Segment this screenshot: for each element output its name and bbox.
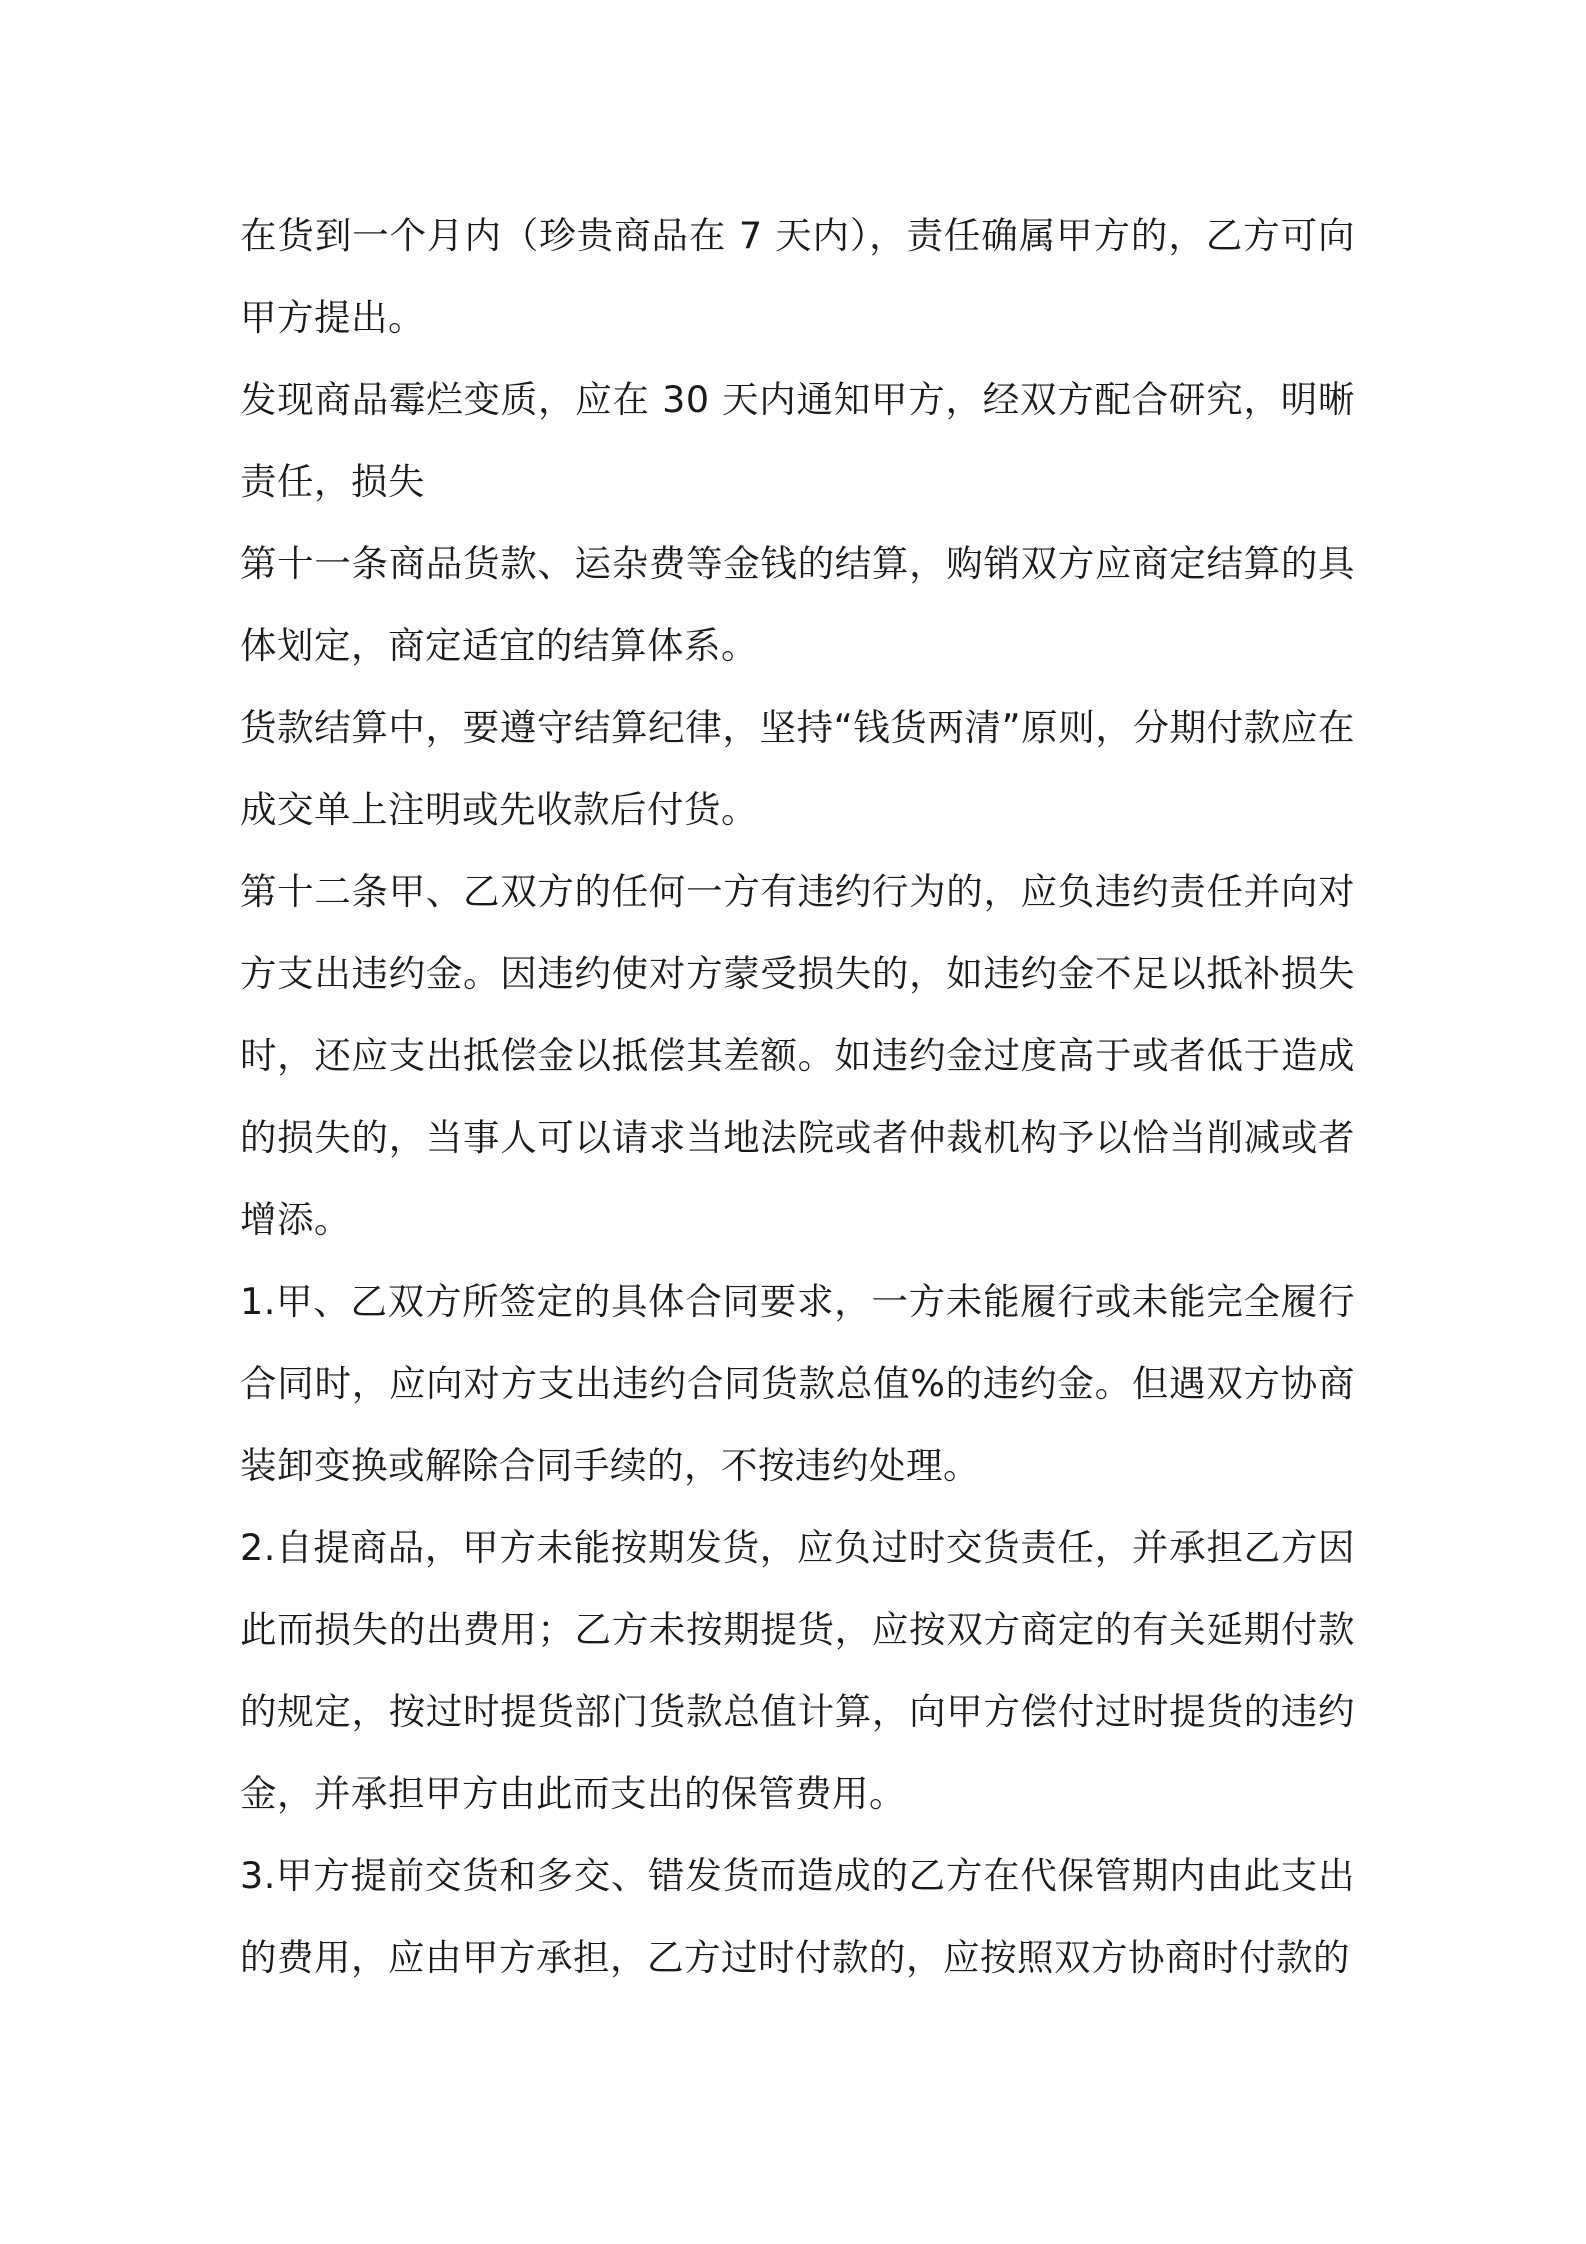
paragraph-article-12-breach: 第十二条甲、乙双方的任何一方有违约行为的，应负违约责任并向对方支出违约金。因违约使对方蒙受损失的，如违约金不足以抵补损失时，还应支出抵偿金以抵偿其差额。如违约金过度高于或者低于造成的损失的，当事人可以请求当地法院或者仲裁机构予以恰当削减或者增添。 (240, 870, 1355, 1241)
paragraph-spoilage-notice: 发现商品霉烂变质，应在 30 天内通知甲方，经双方配合研究，明晰责任，损失 (240, 378, 1355, 503)
paragraph-defect-claim-deadline: 在货到一个月内（珍贵商品在 7 天内），责任确属甲方的，乙方可向甲方提出。 (240, 214, 1355, 339)
paragraph-item-2-self-pickup: 2.自提商品，甲方未能按期发货，应负过时交货责任，并承担乙方因此而损失的出费用；乙方未按期提货，应按双方商定的有关延期付款的规定，按过时提货部门货款总值计算，向甲方偿付过时提货的违约金，并承担甲方由此而支出的保管费用。 (240, 1526, 1355, 1815)
paragraph-settlement-discipline: 货款结算中，要遵守结算纪律，坚持“钱货两清”原则，分期付款应在成交单上注明或先收款后付货。 (240, 706, 1355, 831)
paragraph-item-3-early-delivery: 3.甲方提前交货和多交、错发货而造成的乙方在代保管期内由此支出的费用，应由甲方承担，乙方过时付款的，应按照双方协商时付款的 (240, 1854, 1355, 1979)
paragraph-article-11-settlement: 第十一条商品货款、运杂费等金钱的结算，购销双方应商定结算的具体划定，商定适宜的结算体系。 (240, 542, 1355, 667)
paragraph-item-1-penalty: 1.甲、乙双方所签定的具体合同要求，一方未能履行或未能完全履行合同时，应向对方支出违约合同货款总值%的违约金。但遇双方协商装卸变换或解除合同手续的，不按违约处理。 (240, 1280, 1355, 1487)
document-body (240, 195, 1355, 1999)
